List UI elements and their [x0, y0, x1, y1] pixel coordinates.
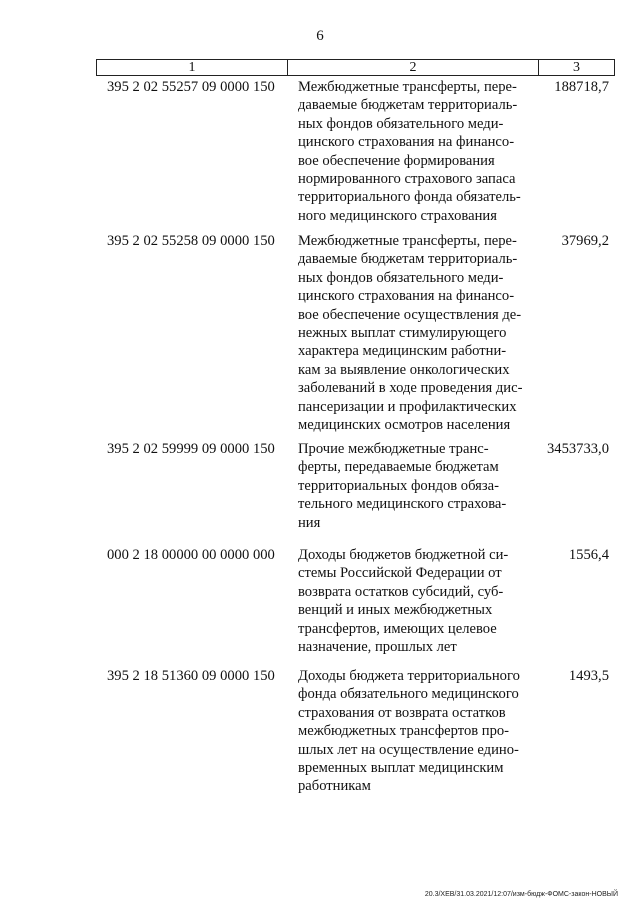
description-line: назначение, прошлых лет [298, 639, 457, 656]
description-line: цинского страхования на финансо- [298, 134, 515, 151]
description-line: возврата остатков субсидий, суб- [298, 583, 504, 600]
budget-code: 395 2 02 55257 09 0000 150 [107, 79, 275, 95]
income-description [298, 546, 532, 656]
income-description [298, 78, 532, 225]
description-line: медицинских осмотров населения [298, 417, 511, 434]
description-line: стемы Российской Федерации от [298, 565, 502, 582]
description-line: ных фондов обязательного меди- [298, 115, 504, 132]
description-line: работникам [298, 778, 371, 795]
description-line: шлых лет на осуществление едино- [298, 741, 519, 758]
amount-value: 37969,2 [561, 233, 609, 249]
budget-code: 395 2 18 51360 09 0000 150 [107, 668, 275, 684]
description-line: ных фондов обязательного меди- [298, 269, 504, 286]
income-description [298, 440, 532, 532]
column-header-3: 3 [573, 60, 580, 75]
description-line: тельного медицинского страхова- [298, 496, 507, 513]
description-line: вое обеспечение формирования [298, 152, 495, 169]
amount-value: 188718,7 [554, 79, 609, 95]
description-line: территориальных фондов обяза- [298, 477, 499, 494]
description-line: фонда обязательного медицинского [298, 686, 519, 703]
description-line: межбюджетных трансфертов про- [298, 723, 510, 740]
description-line: кам за выявление онкологических [298, 361, 510, 378]
description-line: цинского страхования на финансо- [298, 288, 515, 305]
table-header [96, 59, 615, 76]
income-description [298, 232, 532, 434]
budget-code: 395 2 02 59999 09 0000 150 [107, 441, 275, 457]
description-line: ного медицинского страхования [298, 207, 497, 224]
amount-value: 3453733,0 [546, 441, 609, 457]
income-description [298, 667, 532, 796]
description-line: характера медицинским работни- [298, 343, 507, 360]
description-line: Доходы бюджета территориального [298, 668, 520, 684]
description-line: заболеваний в ходе проведения дис- [298, 380, 523, 397]
description-line: даваемые бюджетам территориаль- [298, 251, 518, 268]
description-line: страхования от возврата остатков [298, 704, 506, 721]
description-line: пансеризации и профилактических [298, 398, 517, 415]
description-line: нежных выплат стимулирующего [298, 325, 507, 342]
description-line: Прочие межбюджетные транс- [298, 441, 489, 457]
column-header-1: 1 [97, 60, 288, 75]
page-number: 6 [316, 28, 324, 44]
description-line: вое обеспечение осуществления де- [298, 306, 522, 323]
description-line: нормированного страхового запаса [298, 171, 516, 188]
description-line: Межбюджетные трансферты, пере- [298, 233, 517, 249]
column-header-2: 2 [288, 60, 539, 75]
description-line: ферты, передаваемые бюджетам [298, 459, 499, 476]
description-line: ния [298, 514, 321, 531]
budget-code: 000 2 18 00000 00 0000 000 [107, 547, 275, 563]
description-line: временных выплат медицинским [298, 760, 504, 777]
description-line: Межбюджетные трансферты, пере- [298, 79, 517, 95]
description-line: Доходы бюджетов бюджетной си- [298, 547, 509, 563]
description-line: венций и иных межбюджетных [298, 602, 493, 619]
description-line: территориального фонда обязатель- [298, 189, 521, 206]
description-line: даваемые бюджетам территориаль- [298, 97, 518, 114]
amount-value: 1556,4 [568, 547, 609, 563]
amount-value: 1493,5 [568, 668, 609, 684]
document-footer: 20.3/ХЕВ/31.03.2021/12:07/изм-бюдж-ФОМС-закон-НОВЫЙ [424, 891, 618, 898]
budget-code: 395 2 02 55258 09 0000 150 [107, 233, 275, 249]
description-line: трансфертов, имеющих целевое [298, 620, 497, 637]
